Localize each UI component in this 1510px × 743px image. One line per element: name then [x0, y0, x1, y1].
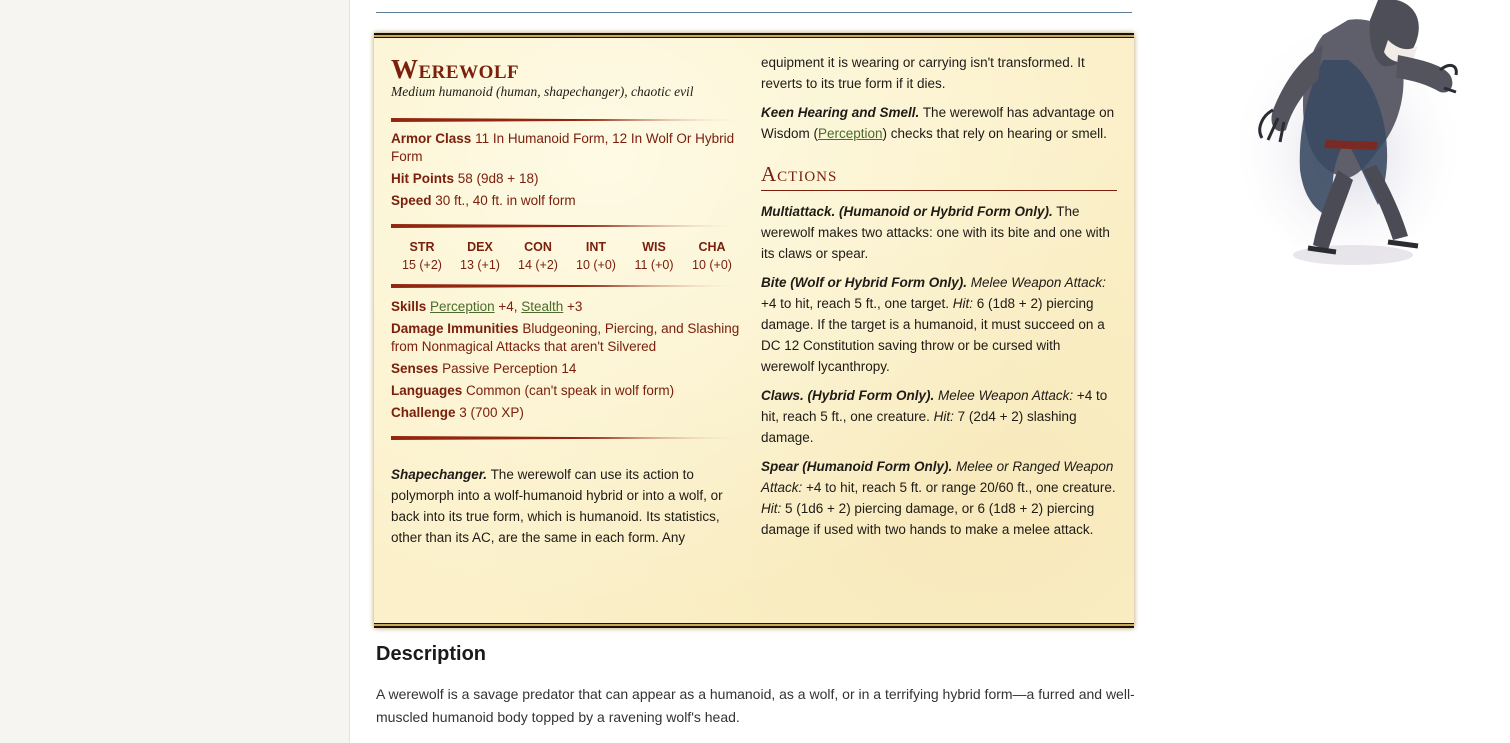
ability-name: CON	[524, 240, 552, 254]
skills-label: Skills	[391, 299, 427, 314]
description-text: A werewolf is a savage predator that can appear as a humanoid, as a wolf, or in a terrifying hybrid form—a furred and well-muscled humanoid body topped by a ravening wolf's head.	[376, 686, 1135, 725]
speed-label: Speed	[391, 193, 432, 208]
tapered-rule	[391, 284, 746, 288]
top-divider	[376, 12, 1132, 13]
damage-immunities-label: Damage Immunities	[391, 321, 519, 336]
description-heading: Description	[376, 643, 487, 665]
ability-value: 15 (+2)	[402, 258, 442, 272]
hit-points-value: 58 (9d8 + 18)	[457, 171, 539, 186]
action-text: +4 to hit, reach 5 ft. or range 20/60 ft., one creature.	[806, 480, 1116, 495]
ability-int	[567, 240, 625, 272]
trait-keen-hearing	[761, 102, 1117, 144]
perception-link[interactable]: Perception	[430, 299, 495, 314]
trait-name: Shapechanger.	[391, 467, 488, 482]
attack-type: Melee or Ranged Weapon Attack:	[761, 459, 1114, 495]
ability-name: DEX	[467, 240, 493, 254]
monster-name: Werewolf	[391, 54, 520, 84]
action-name: Multiattack. (Humanoid or Hybrid Form Only).	[761, 204, 1053, 219]
hit-label: Hit:	[952, 296, 974, 311]
hit-points-label: Hit Points	[391, 171, 454, 186]
action-bite	[761, 272, 1117, 377]
action-name: Claws. (Hybrid Form Only).	[761, 388, 935, 403]
action-claws	[761, 385, 1117, 448]
stealth-link[interactable]: Stealth	[521, 299, 564, 314]
ability-value: 13 (+1)	[460, 258, 500, 272]
ability-name: WIS	[642, 240, 666, 254]
challenge-label: Challenge	[391, 405, 456, 420]
trait-text: ) checks that rely on hearing or smell.	[882, 126, 1107, 141]
languages-value: Common (can't speak in wolf form)	[466, 383, 675, 398]
ability-value: 14 (+2)	[518, 258, 558, 272]
action-text: 5 (1d6 + 2) piercing damage, or 6 (1d8 + 2) piercing damage if used with two hands to make a melee attack.	[761, 501, 1095, 537]
stat-block-right-column	[761, 52, 1117, 548]
action-name: Spear (Humanoid Form Only).	[761, 459, 953, 474]
trait-name: Keen Hearing and Smell.	[761, 105, 920, 120]
challenge	[391, 404, 746, 422]
hit-label: Hit:	[761, 501, 782, 516]
ability-scores	[391, 240, 741, 272]
actions-heading: Actions	[761, 162, 1117, 191]
ability-wis	[625, 240, 683, 272]
languages-label: Languages	[391, 383, 463, 398]
trait-shapechanger	[391, 464, 746, 548]
ability-name: INT	[585, 240, 607, 254]
stealth-bonus: +3	[563, 299, 583, 314]
ability-value: 11 (+0)	[634, 258, 674, 272]
languages	[391, 382, 746, 400]
skills	[391, 298, 746, 316]
challenge-value: 3 (700 XP)	[459, 405, 524, 420]
action-text: 6 (1d8 + 2) piercing damage. If the target is a humanoid, it must succeed on a DC 12 Constitution saving throw or be cursed with werewolf lycanthropy.	[761, 296, 1105, 374]
ability-str	[393, 240, 451, 272]
senses	[391, 360, 746, 378]
speed-value: 30 ft., 40 ft. in wolf form	[435, 193, 576, 208]
speed	[391, 192, 746, 210]
armor-class	[391, 130, 746, 166]
tapered-rule	[391, 118, 746, 122]
damage-immunities	[391, 320, 746, 356]
stat-block-left-column	[391, 54, 746, 556]
trait-text: The werewolf has advantage on Wisdom (	[761, 105, 1115, 141]
hit-label: Hit:	[933, 409, 954, 424]
action-spear	[761, 456, 1117, 540]
ability-con	[509, 240, 567, 272]
action-name: Bite (Wolf or Hybrid Form Only).	[761, 275, 968, 290]
trait-text: The werewolf can use its action to polymorph into a wolf-humanoid hybrid or into a wolf, or back into its true form, which is humanoid. Its statistics, other than its AC, are the same in each form. Any	[391, 467, 723, 545]
monster-type-line: Medium humanoid (human, shapechanger), chaotic evil	[391, 84, 694, 99]
hit-points	[391, 170, 746, 188]
perception-bonus: +4,	[494, 299, 522, 314]
ability-dex	[451, 240, 509, 272]
action-text: The werewolf makes two attacks: one with its bite and one with its claws or spear.	[761, 204, 1110, 261]
action-text: +4 to hit, reach 5 ft., one creature.	[761, 388, 1108, 424]
ability-cha	[683, 240, 741, 272]
action-multiattack	[761, 201, 1117, 264]
ability-value: 10 (+0)	[576, 258, 616, 272]
ability-name: STR	[409, 240, 435, 254]
tapered-rule	[391, 436, 746, 440]
page-left-background	[0, 0, 350, 743]
stat-block	[374, 33, 1134, 628]
tapered-rule	[391, 224, 746, 228]
werewolf-illustration-icon	[1228, 0, 1463, 270]
senses-value: Passive Perception 14	[442, 361, 577, 376]
ability-name: CHA	[698, 240, 726, 254]
attack-type: Melee Weapon Attack:	[938, 388, 1074, 403]
armor-class-label: Armor Class	[391, 131, 472, 146]
damage-immunities-value: Bludgeoning, Piercing, and Slashing from Nonmagical Attacks that aren't Silvered	[391, 321, 740, 354]
perception-link[interactable]: Perception	[818, 126, 883, 141]
ability-value: 10 (+0)	[692, 258, 732, 272]
action-text: 7 (2d4 + 2) slashing damage.	[761, 409, 1077, 445]
armor-class-value: 11 In Humanoid Form, 12 In Wolf Or Hybrid Form	[391, 131, 735, 164]
action-text: +4 to hit, reach 5 ft., one target.	[761, 296, 949, 311]
trait-shapechanger-continued: equipment it is wearing or carrying isn't transformed. It reverts to its true form if it dies.	[761, 55, 1085, 91]
attack-type: Melee Weapon Attack:	[970, 275, 1106, 290]
senses-label: Senses	[391, 361, 439, 376]
